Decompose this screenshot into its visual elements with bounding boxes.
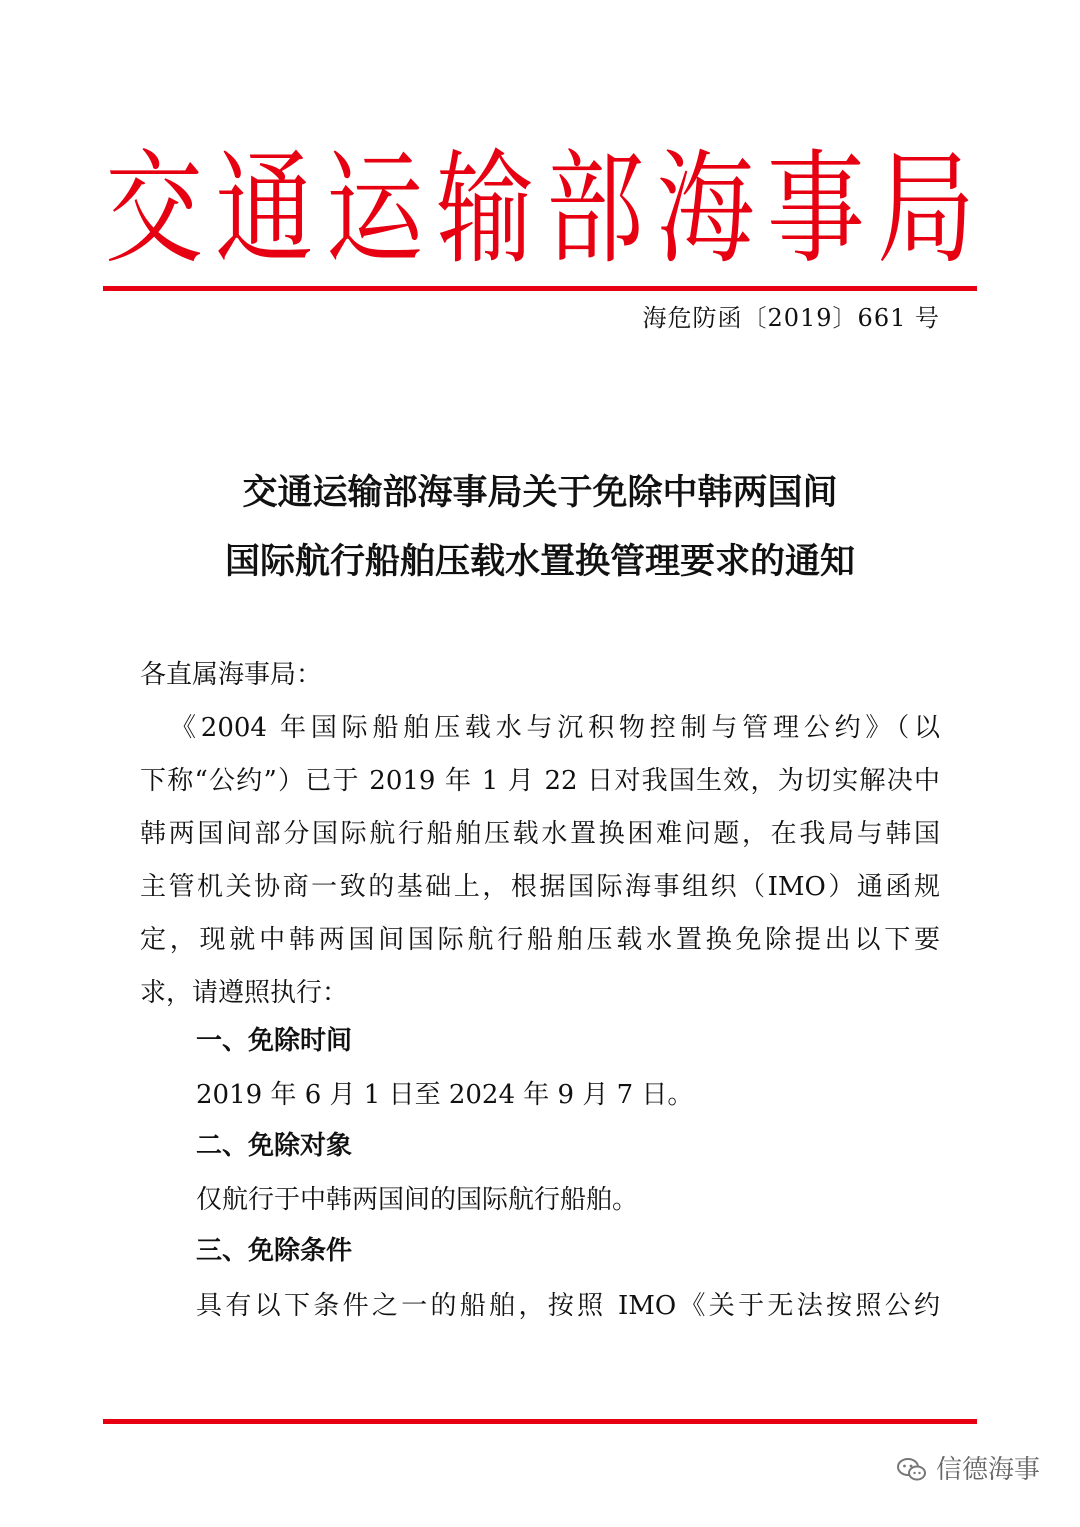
section-heading: 一、免除时间 bbox=[196, 1026, 353, 1056]
masthead-char: 部 bbox=[546, 138, 645, 282]
salutation: 各直属海事局： bbox=[140, 660, 323, 690]
masthead bbox=[105, 140, 975, 280]
masthead-char: 运 bbox=[325, 138, 424, 282]
paragraph-line: 韩两国间部分国际航行船舶压载水置换困难问题，在我局与韩国 bbox=[140, 819, 940, 849]
masthead-char: 海 bbox=[656, 138, 755, 282]
masthead-char: 输 bbox=[435, 138, 534, 282]
document-title-line-1: 交通运输部海事局关于免除中韩两国间 bbox=[242, 473, 838, 513]
bottom-red-rule bbox=[103, 1419, 977, 1424]
wechat-icon bbox=[896, 1456, 928, 1484]
paragraph-line: 下称“公约”）已于 2019 年 1 月 22 日对我国生效，为切实解决中 bbox=[140, 766, 940, 796]
section-heading: 二、免除对象 bbox=[196, 1131, 353, 1161]
section-content: 具有以下条件之一的船舶，按照 IMO《关于无法按照公约 bbox=[196, 1291, 940, 1321]
section-content: 2019 年 6 月 1 日至 2024 年 9 月 7 日。 bbox=[196, 1080, 694, 1110]
paragraph-line: 主管机关协商一致的基础上，根据国际海事组织（IMO）通函规 bbox=[140, 872, 940, 902]
paragraph-line: 求，请遵照执行： bbox=[140, 978, 349, 1008]
top-red-rule bbox=[103, 286, 977, 291]
paragraph-line: 定，现就中韩两国间国际航行船舶压载水置换免除提出以下要 bbox=[140, 925, 940, 955]
watermark-label: 信德海事 bbox=[935, 1455, 1040, 1485]
document-number: 海危防函〔2019〕661 号 bbox=[642, 304, 940, 332]
paragraph-line: 《2004 年国际船舶压载水与沉积物控制与管理公约》（以 bbox=[170, 713, 940, 743]
watermark bbox=[896, 1456, 1040, 1484]
masthead-char: 局 bbox=[876, 138, 975, 282]
masthead-char: 通 bbox=[215, 138, 314, 282]
document-title-line-2: 国际航行船舶压载水置换管理要求的通知 bbox=[224, 542, 855, 582]
section-content: 仅航行于中韩两国间的国际航行船舶。 bbox=[196, 1185, 639, 1215]
section-heading: 三、免除条件 bbox=[196, 1236, 353, 1266]
masthead-char: 事 bbox=[766, 138, 865, 282]
masthead-char: 交 bbox=[105, 138, 204, 282]
